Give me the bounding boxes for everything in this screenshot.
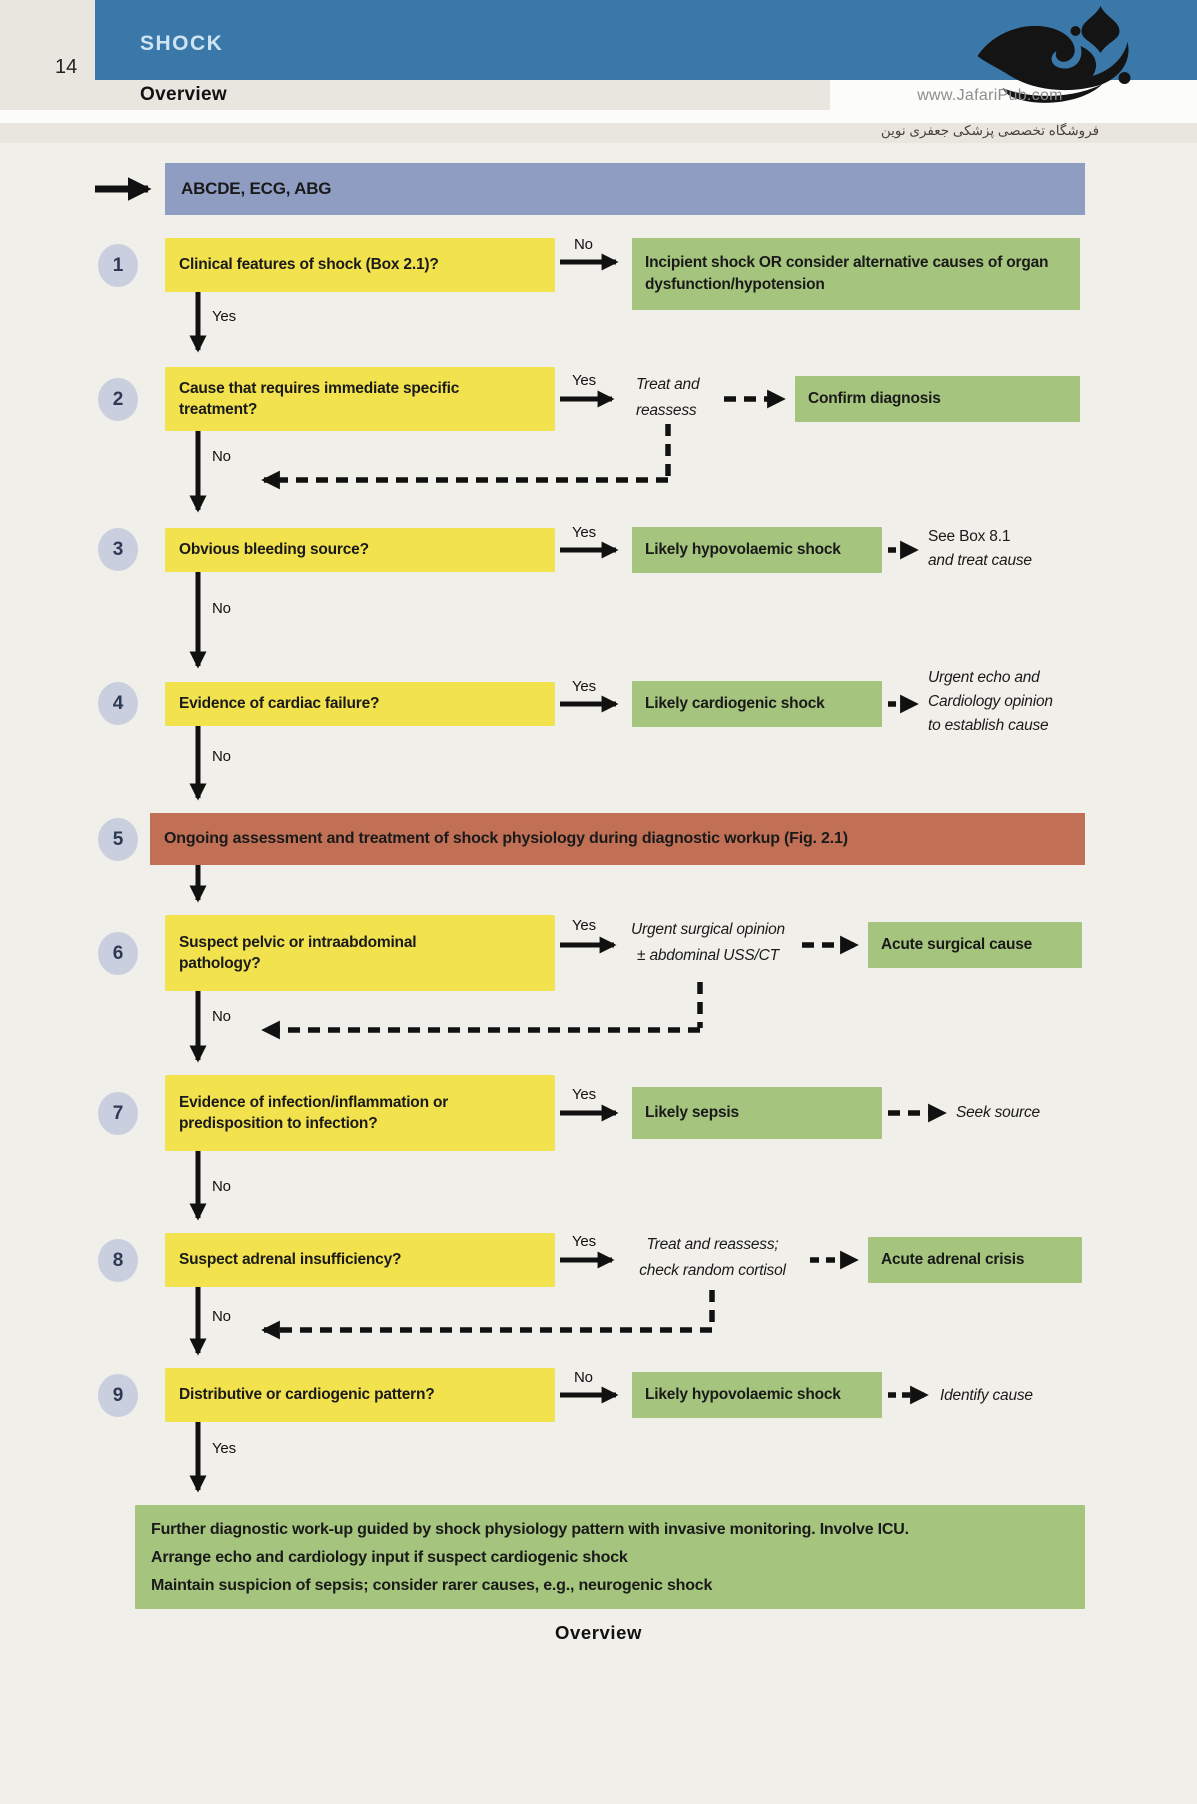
question-box-4 xyxy=(165,682,555,726)
entry-bar xyxy=(165,163,1085,215)
question-box-1 xyxy=(165,238,555,292)
final-box-line2: Arrange echo and cardiology input if suspect cardiogenic shock xyxy=(151,1549,628,1566)
step-circle-6: 6 xyxy=(98,932,138,975)
action-note-8-line1: Treat and reassess; xyxy=(646,1236,779,1253)
question-box-3 xyxy=(165,528,555,572)
question-text-9: Distributive or cardiogenic pattern? xyxy=(179,1386,435,1404)
outcome-box-6 xyxy=(868,922,1082,968)
branch-label-yes-9: Yes xyxy=(212,1440,236,1457)
banner-text-5: Ongoing assessment and treatment of shock physiology during diagnostic workup (Fig. 2.1) xyxy=(164,830,848,847)
question-box-9 xyxy=(165,1368,555,1422)
action-note-8 xyxy=(620,1232,805,1284)
publisher-name-persian: فروشگاه تخصصی پزشکی جعفری نوین xyxy=(880,123,1100,138)
publisher-url: www.JafariPub.com xyxy=(917,87,1063,104)
question-text-7: Evidence of infection/inflammation or predisposition to infection? xyxy=(179,1093,449,1132)
question-box-7 xyxy=(165,1075,555,1151)
question-text-6: Suspect pelvic or intraabdominal pathology? xyxy=(179,933,417,972)
branch-label-no-6: No xyxy=(212,1008,231,1025)
question-box-2 xyxy=(165,367,555,431)
question-text-4: Evidence of cardiac failure? xyxy=(179,695,380,713)
action-note-6-line1: Urgent surgical opinion xyxy=(631,921,785,938)
page-number: 14 xyxy=(55,56,78,78)
branch-label-yes-1: Yes xyxy=(212,308,236,325)
action-note-2-line2: reassess xyxy=(636,402,697,419)
entry-label: ABCDE, ECG, ABG xyxy=(181,179,332,198)
side-note-3-line2: and treat cause xyxy=(928,552,1032,569)
final-box-line1: Further diagnostic work-up guided by shock physiology pattern with invasive monitoring. Involve ICU. xyxy=(151,1521,909,1538)
final-box xyxy=(135,1505,1085,1609)
side-note-4-line1: Urgent echo and xyxy=(928,669,1040,686)
question-box-8 xyxy=(165,1233,555,1287)
step-circle-1: 1 xyxy=(98,244,138,287)
step-circle-7: 7 xyxy=(98,1092,138,1135)
side-note-7 xyxy=(956,1101,1040,1125)
side-note-7-line1: Seek source xyxy=(956,1104,1040,1121)
outcome-box-3 xyxy=(632,527,882,573)
branch-label-no-4: No xyxy=(212,748,231,765)
question-text-1: Clinical features of shock (Box 2.1)? xyxy=(179,256,439,274)
question-box-6 xyxy=(165,915,555,991)
final-box-line3: Maintain suspicion of sepsis; consider rarer causes, e.g., neurogenic shock xyxy=(151,1577,713,1594)
branch-label-no-9: No xyxy=(574,1369,593,1386)
step-circle-9: 9 xyxy=(98,1374,138,1417)
question-text-8: Suspect adrenal insufficiency? xyxy=(179,1251,402,1269)
outcome-text-6: Acute surgical cause xyxy=(881,936,1033,954)
outcome-box-7 xyxy=(632,1087,882,1139)
branch-label-yes-2: Yes xyxy=(572,372,596,389)
question-text-2: Cause that requires immediate specific treatment? xyxy=(179,379,460,418)
branch-label-no-3: No xyxy=(212,600,231,617)
section-title: Overview xyxy=(140,84,227,105)
step-circle-3: 3 xyxy=(98,528,138,571)
action-note-6-line2: ± abdominal USS/CT xyxy=(637,947,779,964)
side-note-4-line2: Cardiology opinion xyxy=(928,693,1053,710)
step-circle-5: 5 xyxy=(98,818,138,861)
outcome-text-2: Confirm diagnosis xyxy=(808,390,941,408)
branch-label-no-8: No xyxy=(212,1308,231,1325)
branch-label-yes-6: Yes xyxy=(572,917,596,934)
outcome-text-9: Likely hypovolaemic shock xyxy=(645,1386,841,1404)
action-note-2-line1: Treat and xyxy=(636,376,700,393)
outcome-box-1 xyxy=(632,238,1080,310)
header-divider xyxy=(0,110,1197,123)
step-circle-2: 2 xyxy=(98,378,138,421)
side-note-9-line1: Identify cause xyxy=(940,1387,1033,1404)
outcome-box-4 xyxy=(632,681,882,727)
branch-label-yes-8: Yes xyxy=(572,1233,596,1250)
branch-label-no-2: No xyxy=(212,448,231,465)
branch-label-yes-4: Yes xyxy=(572,678,596,695)
question-text-3: Obvious bleeding source? xyxy=(179,541,369,559)
chapter-title: SHOCK xyxy=(140,32,224,55)
outcome-text-3: Likely hypovolaemic shock xyxy=(645,541,841,559)
branch-label-yes-3: Yes xyxy=(572,524,596,541)
side-note-3-line1: See Box 8.1 xyxy=(928,528,1011,545)
step-circle-4: 4 xyxy=(98,682,138,725)
outcome-text-7: Likely sepsis xyxy=(645,1104,739,1122)
outcome-box-2 xyxy=(795,376,1080,422)
outcome-text-4: Likely cardiogenic shock xyxy=(645,695,825,713)
outcome-box-9 xyxy=(632,1372,882,1418)
step-circle-8: 8 xyxy=(98,1239,138,1282)
side-note-4 xyxy=(928,666,1053,738)
side-note-3 xyxy=(928,525,1032,573)
action-note-8-line2: check random cortisol xyxy=(639,1262,786,1279)
action-note-2 xyxy=(636,372,699,424)
outcome-text-8: Acute adrenal crisis xyxy=(881,1251,1025,1269)
outcome-box-8 xyxy=(868,1237,1082,1283)
side-note-4-line3: to establish cause xyxy=(928,717,1049,734)
branch-label-no-7: No xyxy=(212,1178,231,1195)
side-note-9 xyxy=(940,1384,1033,1408)
banner-box-5 xyxy=(150,813,1085,865)
outcome-text-1: Incipient shock OR consider alternative causes of organ dysfunction/hypotension xyxy=(645,254,1049,293)
footer-title: Overview xyxy=(554,1622,643,1643)
branch-label-no-1: No xyxy=(574,236,593,253)
action-note-6 xyxy=(618,917,798,969)
branch-label-yes-7: Yes xyxy=(572,1086,596,1103)
